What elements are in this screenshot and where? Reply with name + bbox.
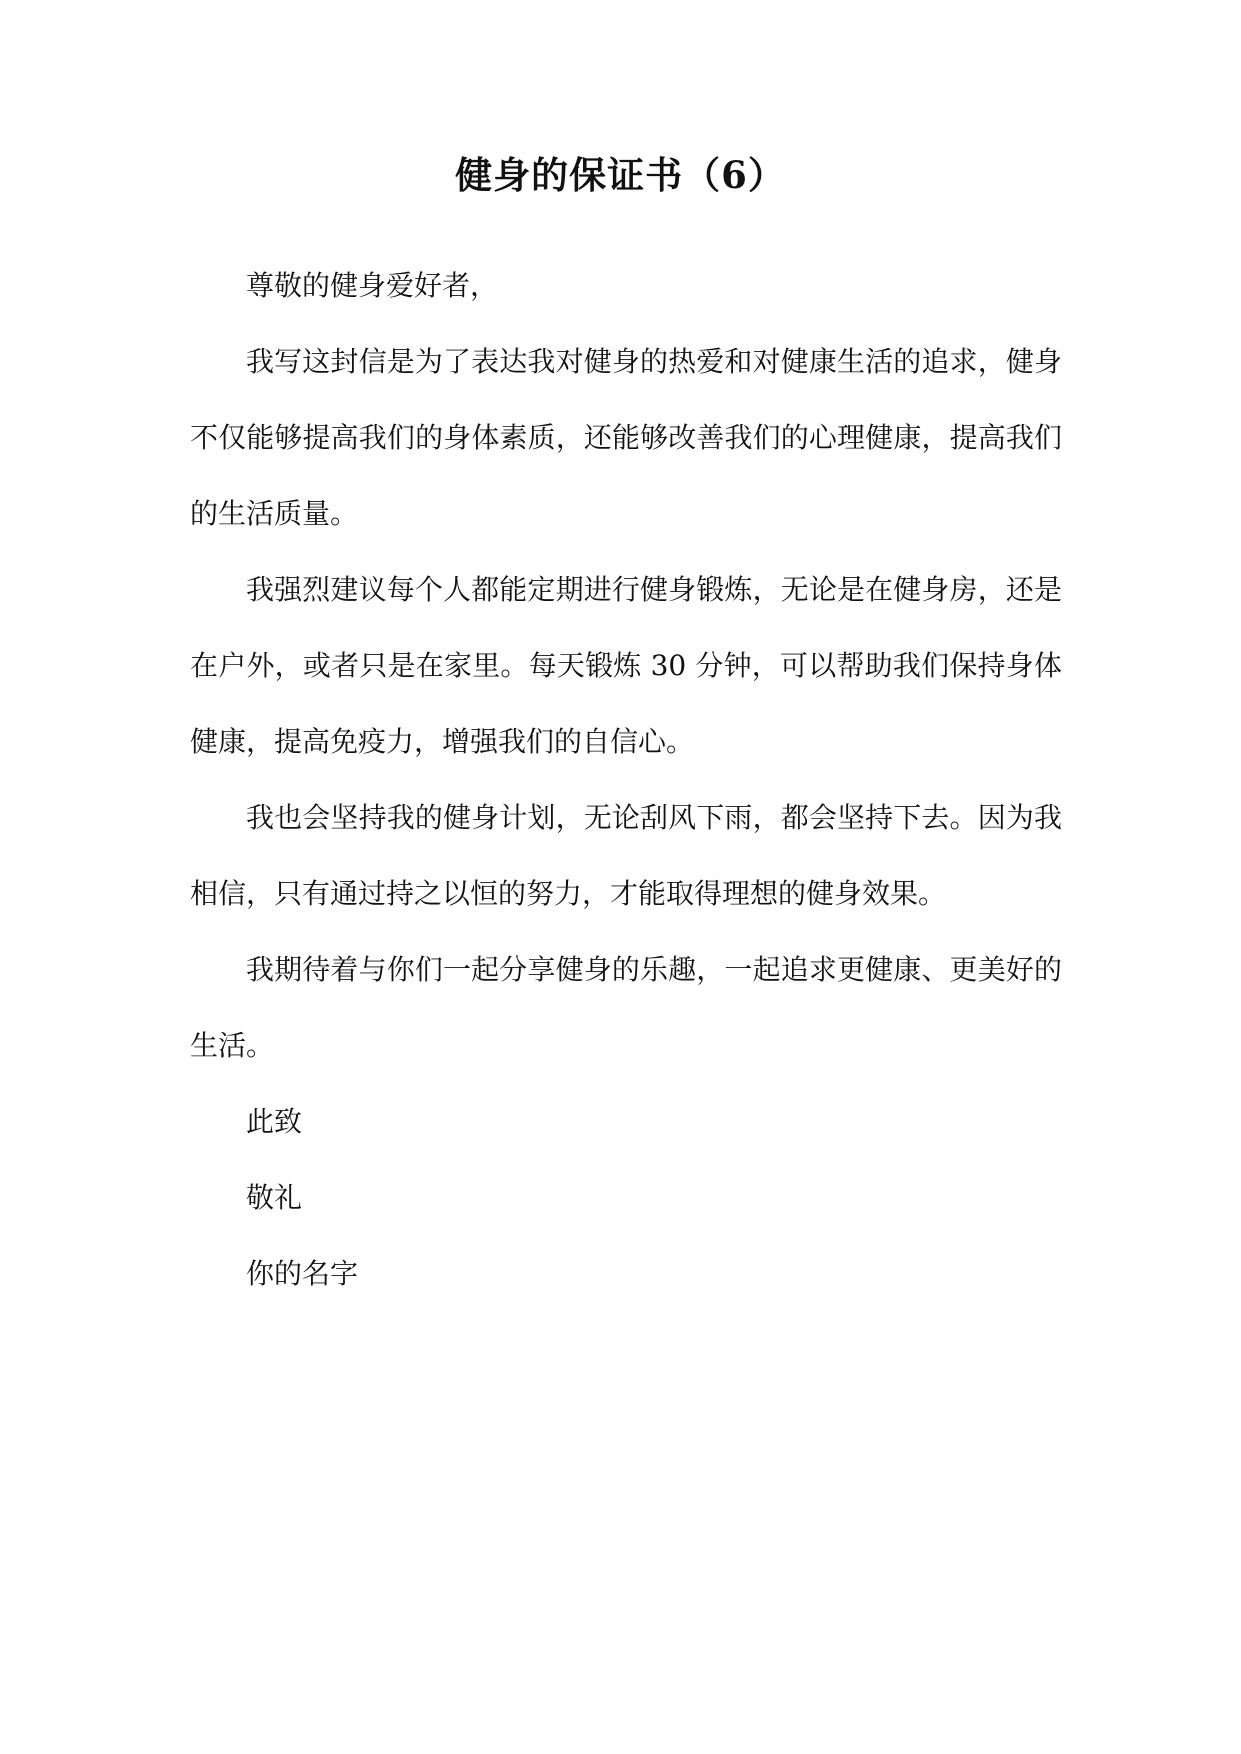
paragraph-3: 我也会坚持我的健身计划，无论刮风下雨，都会坚持下去。因为我相信，只有通过持之以恒的努力，才能取得理想的健身效果。 — [190, 801, 1062, 910]
signature: 你的名字 — [246, 1257, 359, 1290]
document-title: 健身的保证书（6） — [455, 153, 786, 197]
closing-line-2: 敬礼 — [246, 1181, 303, 1214]
letter-body — [190, 248, 1062, 1312]
salutation: 尊敬的健身爱好者， — [246, 269, 499, 302]
paragraph-2: 我强烈建议每个人都能定期进行健身锻炼，无论是在健身房，还是在户外，或者只是在家里。每天锻炼 30 分钟，可以帮助我们保持身体健康，提高免疫力，增强我们的自信心。 — [190, 573, 1062, 758]
paragraph-4: 我期待着与你们一起分享健身的乐趣，一起追求更健康、更美好的生活。 — [190, 953, 1062, 1062]
closing-line-1: 此致 — [246, 1105, 303, 1138]
paragraph-1: 我写这封信是为了表达我对健身的热爱和对健康生活的追求，健身不仅能够提高我们的身体素质，还能够改善我们的心理健康，提高我们的生活质量。 — [190, 345, 1062, 530]
